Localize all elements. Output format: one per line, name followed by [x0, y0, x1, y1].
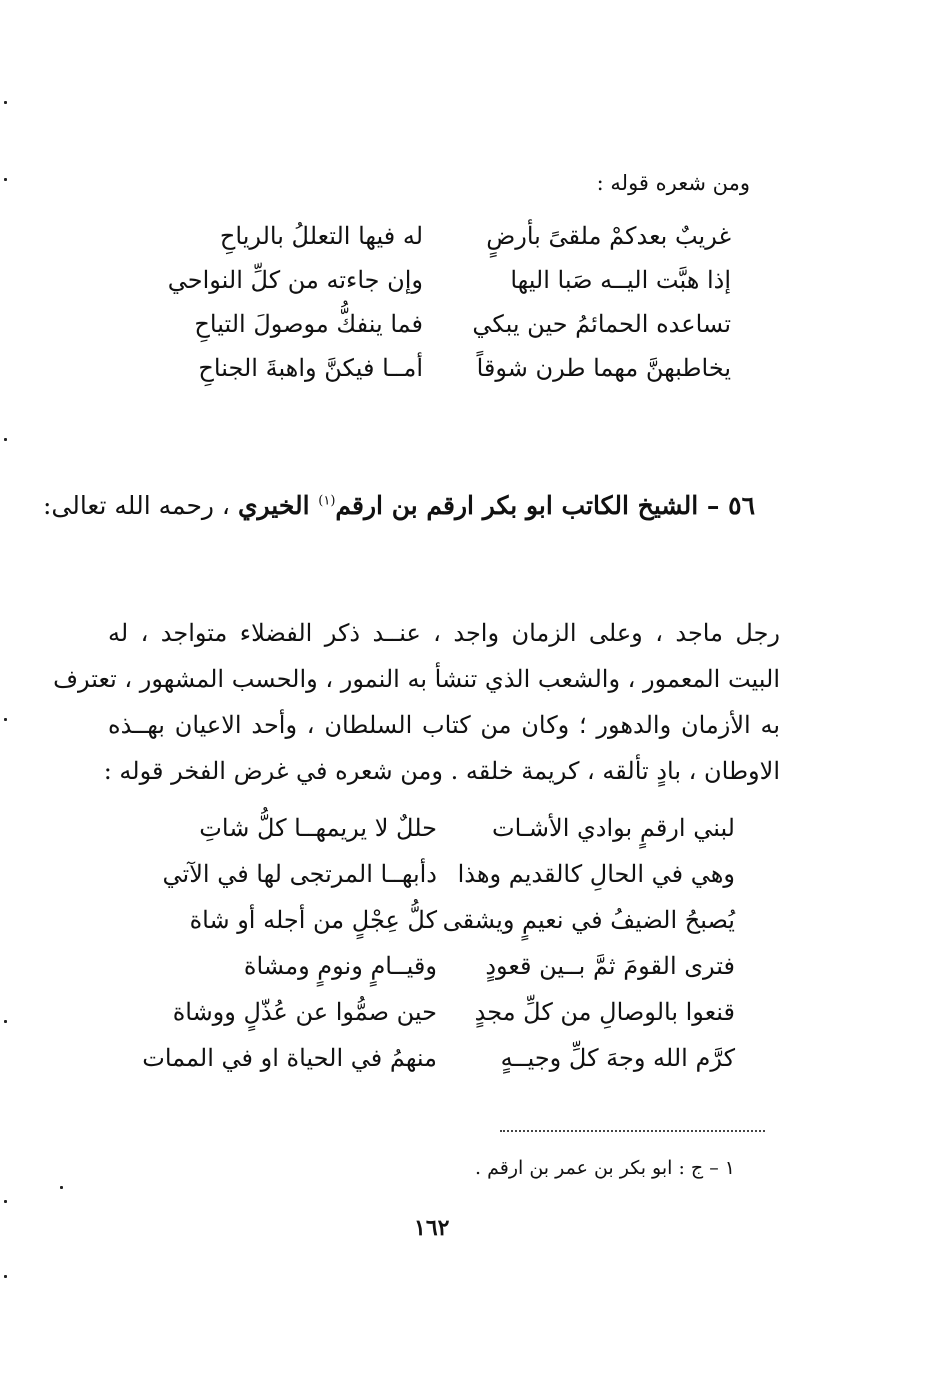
- biography-paragraph: [53, 610, 780, 794]
- page-number: ١٦٢: [414, 1215, 450, 1241]
- verse-first-half: وهي في الحالِ كالقديم وهذا: [457, 860, 735, 888]
- scan-mark: [4, 178, 7, 181]
- paragraph-line: رجل ماجد ، وعلى الزمان واجد ، عنــد ذكر الفضلاء متواجد ، له: [108, 619, 780, 647]
- verse-second-half: حين صمُّوا عن عُذّلٍ ووشاة: [172, 998, 437, 1026]
- verse-second-half: منهمُ في الحياة او في الممات: [142, 1044, 437, 1072]
- section-heading: [43, 491, 755, 520]
- heading-name: الخيري: [237, 491, 319, 520]
- verse-first-half: تساعده الحمائمُ حين يبكي: [472, 310, 731, 338]
- scan-mark: [4, 438, 7, 441]
- heading-main: ٥٦ – الشيخ الكاتب ابو بكر ارقم بن ارقم: [335, 491, 755, 520]
- verse-first-half: فترى القومَ ثمَّ بــين قعودٍ: [485, 952, 735, 980]
- verse-second-half: فما ينفكُّ موصولَ التياحِ: [194, 310, 423, 338]
- verse-second-half: وإن جاءته من كلِّ النواحي: [167, 266, 423, 294]
- paragraph-line: به الأزمان والدهور ؛ وكان من كتاب السلطان ، وأحد الاعيان بهــذه: [108, 711, 780, 739]
- heading-rest: ، رحمه الله تعالى:: [42, 491, 238, 520]
- paragraph-line: الاوطان ، بادٍ تألقه ، كريمة خلقه . ومن شعره في غرض الفخر قوله :: [103, 757, 780, 785]
- verse-second-half: كلُّ عِجْلٍ من أجله أو شاة: [189, 906, 437, 934]
- scan-mark: [4, 1275, 7, 1278]
- verse-first-half: إذا هبَّت اليــه صَبا اليها: [510, 266, 731, 294]
- verse-first-half: كرَّم الله وجهَ كلِّ وجيــهٍ: [500, 1044, 735, 1072]
- verse-second-half: له فيها التعللُ بالرياحِ: [219, 222, 423, 250]
- verse-first-half: يخاطبهنَّ مهما طرن شوقاً: [476, 354, 731, 382]
- footnote: ١ – ج : ابو بكر بن عمر بن ارقم .: [475, 1157, 735, 1179]
- scan-mark: [4, 101, 7, 104]
- footnote-separator: [500, 1130, 765, 1132]
- verse-first-half: قنعوا بالوصالِ من كلِّ مجدٍ: [474, 998, 735, 1026]
- verse-first-half: يُصبحُ الضيفُ في نعيمٍ ويشقى: [442, 906, 735, 934]
- footnote-reference: (١): [318, 493, 336, 509]
- verse-second-half: وقيــامٍ ونومٍ ومشاة: [243, 952, 437, 980]
- verse-second-half: أمــا فيكنَّ واهبةَ الجناحِ: [198, 354, 423, 382]
- verse-second-half: دأبهــا المرتجى لها في الآتي: [162, 860, 437, 888]
- scan-mark: [4, 1020, 7, 1023]
- verse-second-half: حللٌ لا يريمهــا كلُّ شاتِ: [199, 814, 437, 842]
- paragraph-line: البيت المعمور ، والشعب الذي تنشأ به النمور ، والحسب المشهور ، تعترف: [53, 665, 780, 693]
- verse-first-half: لبني ارقمٍ بوادي الأشـات: [491, 814, 735, 842]
- scan-mark: [4, 1200, 7, 1203]
- intro-line: ومن شعره قوله :: [596, 171, 750, 195]
- scan-mark: [60, 1186, 63, 1189]
- scan-mark: [4, 718, 7, 721]
- verse-first-half: غريبٌ بعدكمْ ملقىً بأرضٍ: [486, 222, 731, 250]
